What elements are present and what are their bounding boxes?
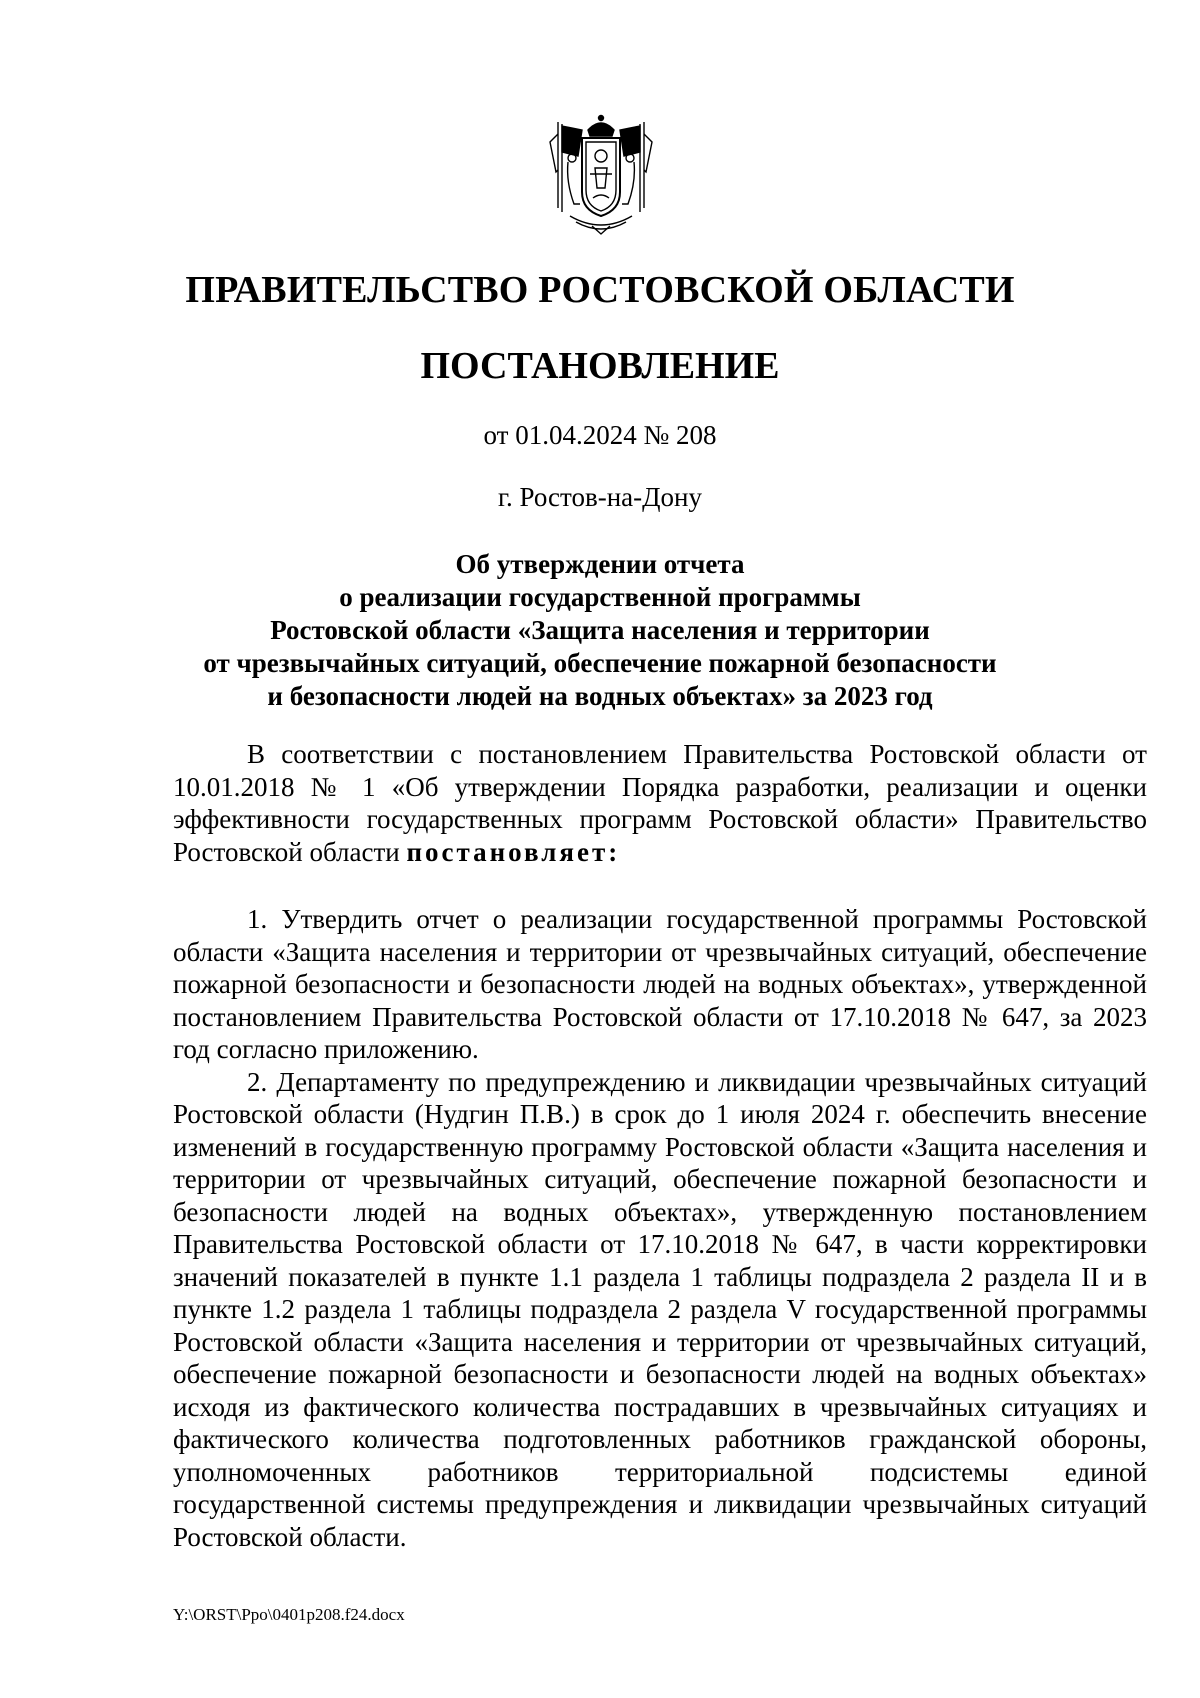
- resolve-keyword: постановляет:: [406, 836, 621, 867]
- subject-line: и безопасности людей на водных объектах» за 2023 год: [267, 681, 933, 711]
- document-subject: [150, 548, 1050, 713]
- decree-item-2: 2. Департаменту по предупреждению и ликвидации чрезвычайных ситуаций Ростовской области (Нудгин П.В.) в срок до 1 июля 2024 г. обеспечить внесение изменений в государственную программу Ростовской области «Защита населения и территории от чрезвычайных ситуаций, обеспечение пожарной безопасности и безопасности людей на водных объектах», утвержденную постановлением Правительства Ростовской области от 17.10.2018 № 647, в части корректировки значений показателей в пункте 1.1 раздела 1 таблицы подраздела 2 раздела II и в пункте 1.2 раздела 1 таблицы подраздела 2 раздела V государственной программы Ростовской области «Защита населения и территории от чрезвычайных ситуаций, обеспечение пожарной безопасности и безопасности людей на водных объектах» исходя из фактического количества пострадавших в чрезвычайных ситуациях и фактического количества подготовленных работников гражданской обороны, уполномоченных работников территориальной подсистемы единой государственной системы предупреждения и ликвидации чрезвычайных ситуаций Ростовской области.: [173, 1066, 1147, 1552]
- intro-text: В соответствии с постановлением Правительства Ростовской области от 10.01.2018 № 1 «Об утверждении Порядка разработки, реализации и оценки эффективности государственных программ Ростовской области» Правительство Ростовской области: [173, 739, 1147, 867]
- document-type: ПОСТАНОВЛЕНИЕ: [420, 345, 780, 387]
- intro-paragraph: [173, 738, 1147, 868]
- file-path: Y:\ORST\Ppo\0401p208.f24.docx: [173, 1605, 405, 1624]
- decree-items: [173, 903, 1147, 1553]
- date-number: от 01.04.2024 № 208: [483, 420, 717, 450]
- decree-item-1: 1. Утвердить отчет о реализации государственной программы Ростовской области «Защита населения и территории от чрезвычайных ситуаций, обеспечение пожарной безопасности и безопасности людей на водных объектах», утвержденной постановлением Правительства Ростовской области от 17.10.2018 № 647, за 2023 год согласно приложению.: [173, 904, 1147, 1064]
- subject-line: Об утверждении отчета: [455, 549, 745, 579]
- subject-line: о реализации государственной программы: [339, 582, 861, 612]
- city: г. Ростов-на-Дону: [497, 482, 702, 512]
- subject-line: от чрезвычайных ситуаций, обеспечение пожарной безопасности: [203, 648, 997, 678]
- rostov-oblast-coat-of-arms-icon: [548, 112, 654, 238]
- subject-line: Ростовской области «Защита населения и территории: [270, 615, 930, 645]
- government-title: ПРАВИТЕЛЬСТВО РОСТОВСКОЙ ОБЛАСТИ: [185, 269, 1015, 311]
